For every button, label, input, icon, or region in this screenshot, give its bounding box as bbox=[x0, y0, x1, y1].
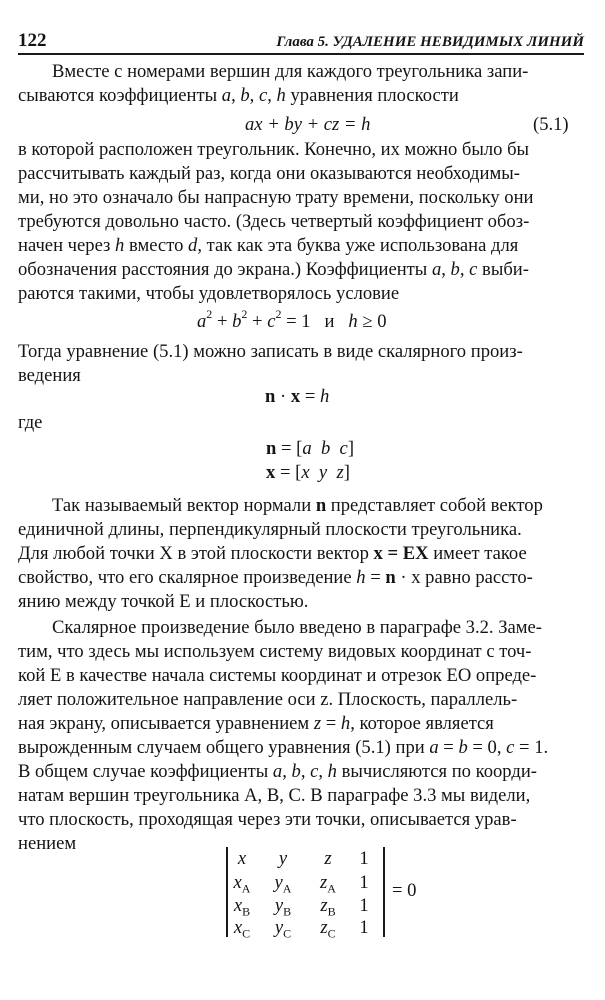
determinant-right-bar bbox=[383, 847, 385, 937]
paragraph-1-line-1: Вместе с номерами вершин для каждого треугольника запи- bbox=[52, 61, 529, 82]
plane-determinant bbox=[222, 845, 452, 940]
determinant-cell: x bbox=[237, 848, 247, 869]
paragraph-2-line-2: рассчитывать каждый раз, когда они оказываются необходимы- bbox=[18, 163, 520, 184]
determinant-cell: $y_A$ bbox=[274, 872, 292, 896]
paragraph-5-line-7: В общем случае коэффициенты a, b, c, h вычисляются по коорди- bbox=[18, 761, 537, 782]
paragraph-5-line-2: тим, что здесь мы используем систему видовых координат с точ- bbox=[18, 641, 532, 662]
paragraph-2-line-3: ми, но это означало бы напрасную трату времени, поскольку они bbox=[18, 187, 534, 208]
paragraph-5-line-4: ляет положительное направление оси z. Плоскость, параллель- bbox=[18, 689, 518, 710]
paragraph-4-line-1: Так называемый вектор нормали n представляет собой вектор bbox=[52, 495, 543, 516]
point-vector-definition: x = [x y z] bbox=[266, 462, 350, 483]
determinant-cell: $x_B$ bbox=[233, 895, 251, 919]
determinant-cell: $y_B$ bbox=[274, 895, 292, 919]
vertex-subscript: C bbox=[327, 926, 336, 941]
determinant-cell: $x_A$ bbox=[233, 872, 251, 896]
paragraph-4-line-2: единичной длины, перпендикулярный плоскости треугольника. bbox=[18, 519, 522, 540]
determinant-cell: $z_A$ bbox=[320, 872, 336, 896]
determinant-cell: $y_C$ bbox=[274, 917, 292, 941]
paragraph-5-line-6: вырожденным случаем общего уравнения (5.1) при a = b = 0, c = 1. bbox=[18, 737, 549, 758]
vertex-subscript: B bbox=[327, 904, 336, 919]
vertex-subscript: A bbox=[327, 881, 336, 896]
vertex-subscript: B bbox=[283, 904, 292, 919]
determinant-cell: y bbox=[278, 848, 288, 869]
paragraph-5-line-10: нением bbox=[18, 833, 77, 854]
determinant-cell: $z_B$ bbox=[320, 895, 336, 919]
determinant-cell: 1 bbox=[359, 895, 369, 916]
vertex-subscript: C bbox=[283, 926, 292, 941]
paragraph-2-line-1: в которой расположен треугольник. Конечно, их можно было бы bbox=[18, 139, 530, 160]
paragraph-3-line-2: ведения bbox=[18, 365, 81, 386]
running-head: Глава 5. УДАЛЕНИЕ НЕВИДИМЫХ ЛИНИЙ bbox=[276, 34, 584, 50]
vertex-subscript: A bbox=[241, 881, 251, 896]
determinant-cell: z bbox=[324, 848, 332, 869]
determinant-cell: $z_C$ bbox=[320, 917, 336, 941]
determinant-cell: 1 bbox=[359, 917, 369, 938]
paragraph-4-line-3: Для любой точки X в этой плоскости вектор x = EX имеет такое bbox=[18, 543, 527, 564]
paragraph-2-line-4: требуются довольно часто. (Здесь четвертый коэффициент обоз- bbox=[18, 211, 530, 232]
paragraph-5-line-3: кой E в качестве начала системы координат и отрезок EO опреде- bbox=[18, 665, 537, 686]
paragraph-2-line-7: раются такими, чтобы удовлетворялось условие bbox=[18, 283, 400, 304]
paragraph-2-line-6: обозначения расстояния до экрана.) Коэффициенты a, b, c выби- bbox=[18, 259, 529, 280]
equation-number: (5.1) bbox=[533, 114, 569, 135]
vertex-subscript: A bbox=[282, 881, 292, 896]
page-number: 122 bbox=[18, 30, 47, 51]
paragraph-5-line-5: ная экрану, описывается уравнением z = h, которое является bbox=[18, 713, 494, 734]
vertex-subscript: B bbox=[242, 904, 251, 919]
paragraph-4-line-5: янию между точкой E и плоскостью. bbox=[18, 591, 309, 612]
paragraph-5-line-9: что плоскость, проходящая через эти точки, описывается урав- bbox=[18, 809, 517, 830]
paragraph-3-line-1: Тогда уравнение (5.1) можно записать в виде скалярного произ- bbox=[18, 341, 523, 362]
dot-product-equation: n · x = h bbox=[265, 386, 330, 407]
determinant-cell: 1 bbox=[359, 848, 369, 869]
normal-vector-definition: n = [a b c] bbox=[266, 438, 355, 459]
paragraph-4-line-4: свойство, что его скалярное произведение h = n · x равно рассто- bbox=[18, 567, 533, 588]
vertex-subscript: C bbox=[242, 926, 251, 941]
paragraph-5-line-8: натам вершин треугольника A, B, C. В параграфе 3.3 мы видели, bbox=[18, 785, 531, 806]
normalization-condition: $a^2 + b^2 + c^2 = 1$ и h ≥ 0 bbox=[197, 307, 387, 332]
paragraph-5-line-1: Скалярное произведение было введено в параграфе 3.2. Заме- bbox=[52, 617, 542, 638]
equation-5-1: ax + by + cz = h bbox=[245, 114, 371, 135]
determinant-cell: $x_C$ bbox=[233, 917, 251, 941]
determinant-rhs: = 0 bbox=[392, 880, 417, 901]
paragraph-1-line-2: сываются коэффициенты a, b, c, h уравнения плоскости bbox=[18, 85, 459, 106]
paragraph-2-line-5: начен через h вместо d, так как эта буква уже использована для bbox=[18, 235, 519, 256]
determinant-cell: 1 bbox=[359, 872, 369, 893]
where-word: где bbox=[18, 412, 43, 433]
header-rule bbox=[18, 53, 584, 55]
